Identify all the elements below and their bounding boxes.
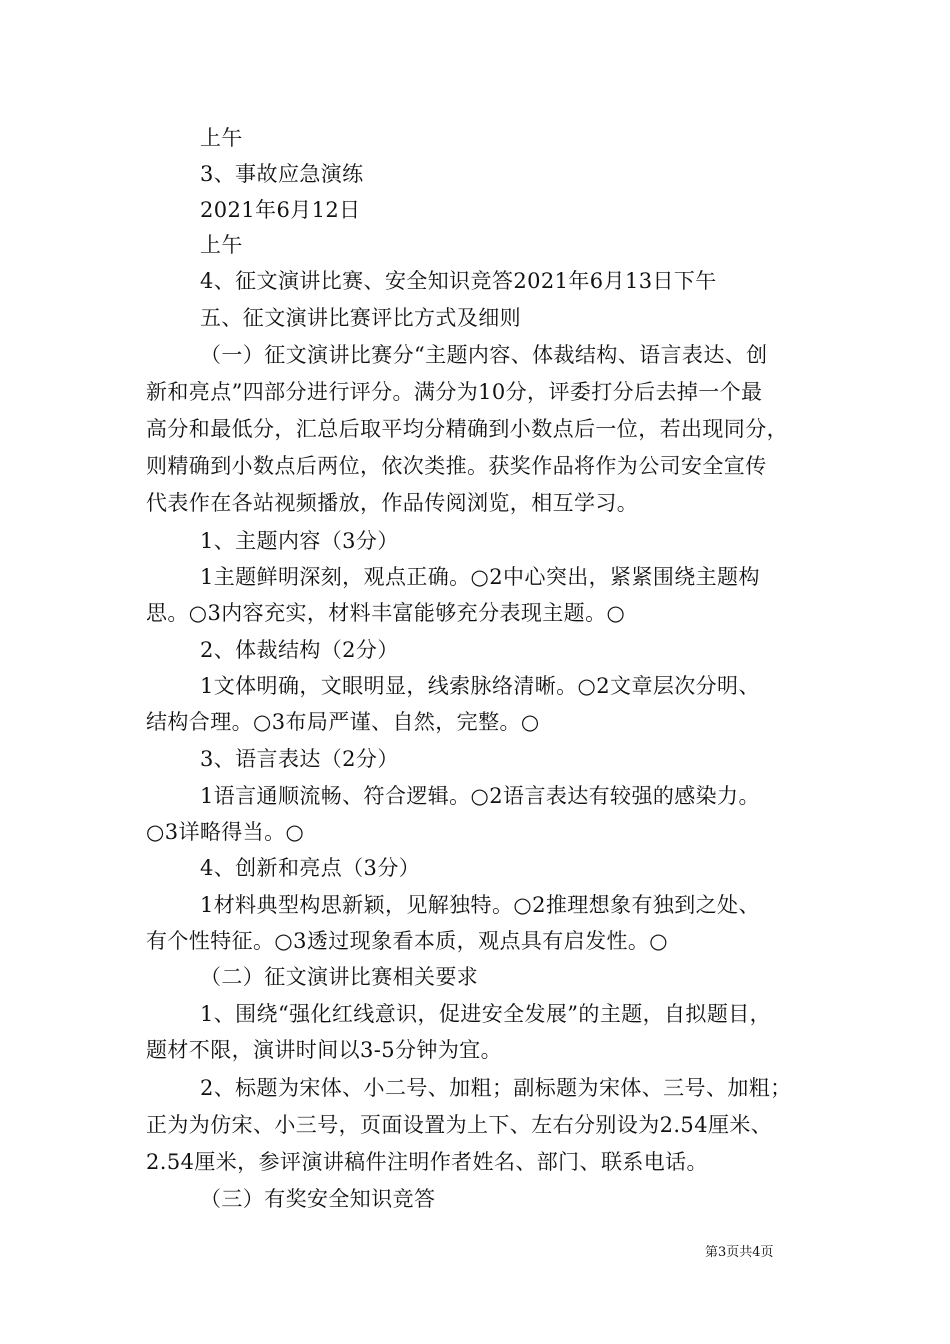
text-line: 结构合理。○3布局严谨、自然，完整。○ — [146, 710, 540, 734]
text-line: 1文体明确，文眼明显，线索脉络清晰。○2文章层次分明、 — [200, 674, 760, 698]
text-line: 4、征文演讲比赛、安全知识竞答2021年6月13日下午 — [200, 269, 717, 293]
text-line: 4、创新和亮点（3分） — [200, 856, 421, 880]
text-line: 则精确到小数点后两位，依次类推。获奖作品将作为公司安全宣传 — [146, 454, 767, 478]
section-heading: （二）征文演讲比赛相关要求 — [200, 965, 479, 989]
text-line: 上午 — [200, 126, 243, 150]
text-line: 正为为仿宋、小三号，页面设置为上下、左右分别设为2.54厘米、 — [146, 1113, 773, 1137]
section-heading: （三）有奖安全知识竞答 — [200, 1187, 436, 1211]
text-line: 题材不限，演讲时间以3-5分钟为宜。 — [146, 1038, 503, 1062]
text-line: 3、语言表达（2分） — [200, 747, 399, 771]
text-line: 新和亮点”四部分进行评分。满分为10分，评委打分后去掉一个最 — [146, 380, 763, 404]
text-line: 高分和最低分，汇总后取平均分精确到小数点后一位，若出现同分， — [146, 417, 788, 441]
text-line: 1主题鲜明深刻，观点正确。○2中心突出，紧紧围绕主题构 — [200, 565, 760, 589]
section-heading: 五、征文演讲比赛评比方式及细则 — [200, 306, 521, 330]
text-line: 1语言通顺流畅、符合逻辑。○2语言表达有较强的感染力。 — [200, 784, 760, 808]
text-line: 1材料典型构思新颖，见解独特。○2推理想象有独到之处、 — [200, 893, 760, 917]
text-line: 1、主题内容（3分） — [200, 529, 399, 553]
text-line: 代表作在各站视频播放，作品传阅浏览，相互学习。 — [146, 491, 639, 515]
text-line: 2、标题为宋体、小二号、加粗；副标题为宋体、三号、加粗； — [200, 1076, 792, 1100]
text-line: 有个性特征。○3透过现象看本质，观点具有启发性。○ — [146, 929, 669, 953]
text-line: ○3详略得当。○ — [146, 820, 305, 844]
text-line: 3、事故应急演练 — [200, 162, 364, 186]
text-line: 2.54厘米，参评演讲稿件注明作者姓名、部门、联系电话。 — [146, 1150, 708, 1174]
text-line: 2021年6月12日 — [200, 198, 361, 222]
page-number: 第3页共4页 — [705, 1245, 774, 1260]
text-line: 2、体裁结构（2分） — [200, 638, 399, 662]
text-line: 思。○3内容充实，材料丰富能够充分表现主题。○ — [146, 601, 626, 625]
text-line: 上午 — [200, 233, 243, 257]
text-line: （一）征文演讲比赛分“主题内容、体裁结构、语言表达、创 — [200, 343, 768, 367]
text-line: 1、围绕“强化红线意识，促进安全发展”的主题，自拟题目， — [200, 1002, 772, 1026]
